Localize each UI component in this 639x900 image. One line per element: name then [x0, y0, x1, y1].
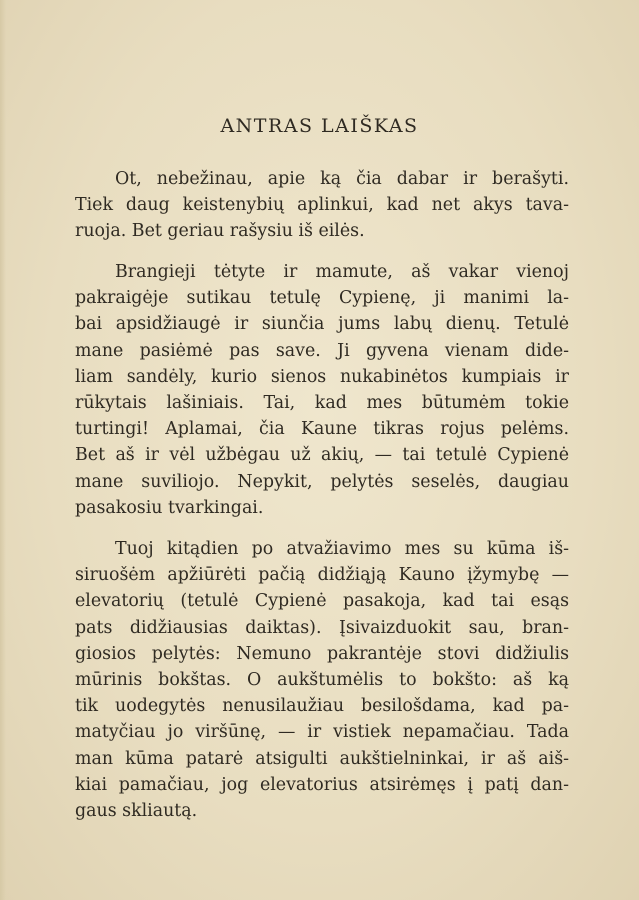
chapter-title: ANTRAS LAIŠKAS — [220, 115, 419, 137]
text-line: Tuoj kitądien po atvažiavimo mes su kūma iš- — [115, 539, 569, 559]
text-line: gaus skliautą. — [75, 800, 198, 821]
text-line: siruošėm apžiūrėti pačią didžiąją Kauno įžymybę — — [75, 565, 569, 586]
text-line: Ot, nebežinau, apie ką čia dabar ir berašyti. — [115, 169, 569, 189]
text-line: tik uodegytės nenusilaužiau besilošdama, kad pa- — [75, 696, 569, 717]
text-line: matyčiau jo viršūnę, — ir vistiek nepamačiau. Tada — [75, 722, 569, 743]
text-line: Tiek daug keistenybių aplinkui, kad net akys tava- — [75, 195, 569, 216]
text-line: giosios pelytės: Nemuno pakrantėje stovi didžiulis — [75, 643, 569, 664]
paragraph-3 — [75, 536, 569, 824]
text-line: pasakosiu tvarkingai. — [75, 497, 264, 518]
text-line: mane pasiėmė pas save. Ji gyvena vienam dide- — [75, 340, 569, 361]
text-line: Brangieji tėtyte ir mamute, aš vakar vienoj — [115, 262, 569, 282]
text-line: man kūma patarė atsigulti aukštielninkai, ir aš aiš- — [75, 748, 569, 769]
text-line: bai apsidžiaugė ir siunčia jums labų dienų. Tetulė — [75, 314, 569, 335]
text-line: pats didžiausias daiktas). Įsivaizduokit sau, bran- — [75, 617, 569, 638]
text-line: mūrinis bokštas. O aukštumėlis to bokšto: aš ką — [75, 669, 569, 690]
paragraph-2 — [75, 259, 569, 521]
text-line: turtingi! Aplamai, čia Kaune tikras rojus pelėms. — [75, 419, 569, 440]
text-line: liam sandėly, kurio sienos nukabinėtos kumpiais ir — [75, 366, 569, 387]
text-line: mane suviliojo. Nepykit, pelytės seselės, daugiau — [75, 471, 569, 492]
paragraph-1 — [75, 166, 569, 245]
text-line: elevatorių (tetulė Cypienė pasakoja, kad tai esąs — [75, 591, 569, 612]
text-line: pakraigėje sutikau tetulę Cypienę, ji manimi la- — [75, 288, 569, 309]
text-line: Bet aš ir vėl užbėgau už akių, — tai tetulė Cypienė — [75, 445, 569, 466]
text-line: ruoja. Bet geriau rašysiu iš eilės. — [75, 221, 365, 242]
text-line: kiai pamačiau, jog elevatorius atsirėmęs į patį dan- — [75, 774, 569, 795]
text-line: rūkytais lašiniais. Tai, kad mes būtumėm tokie — [75, 392, 569, 413]
